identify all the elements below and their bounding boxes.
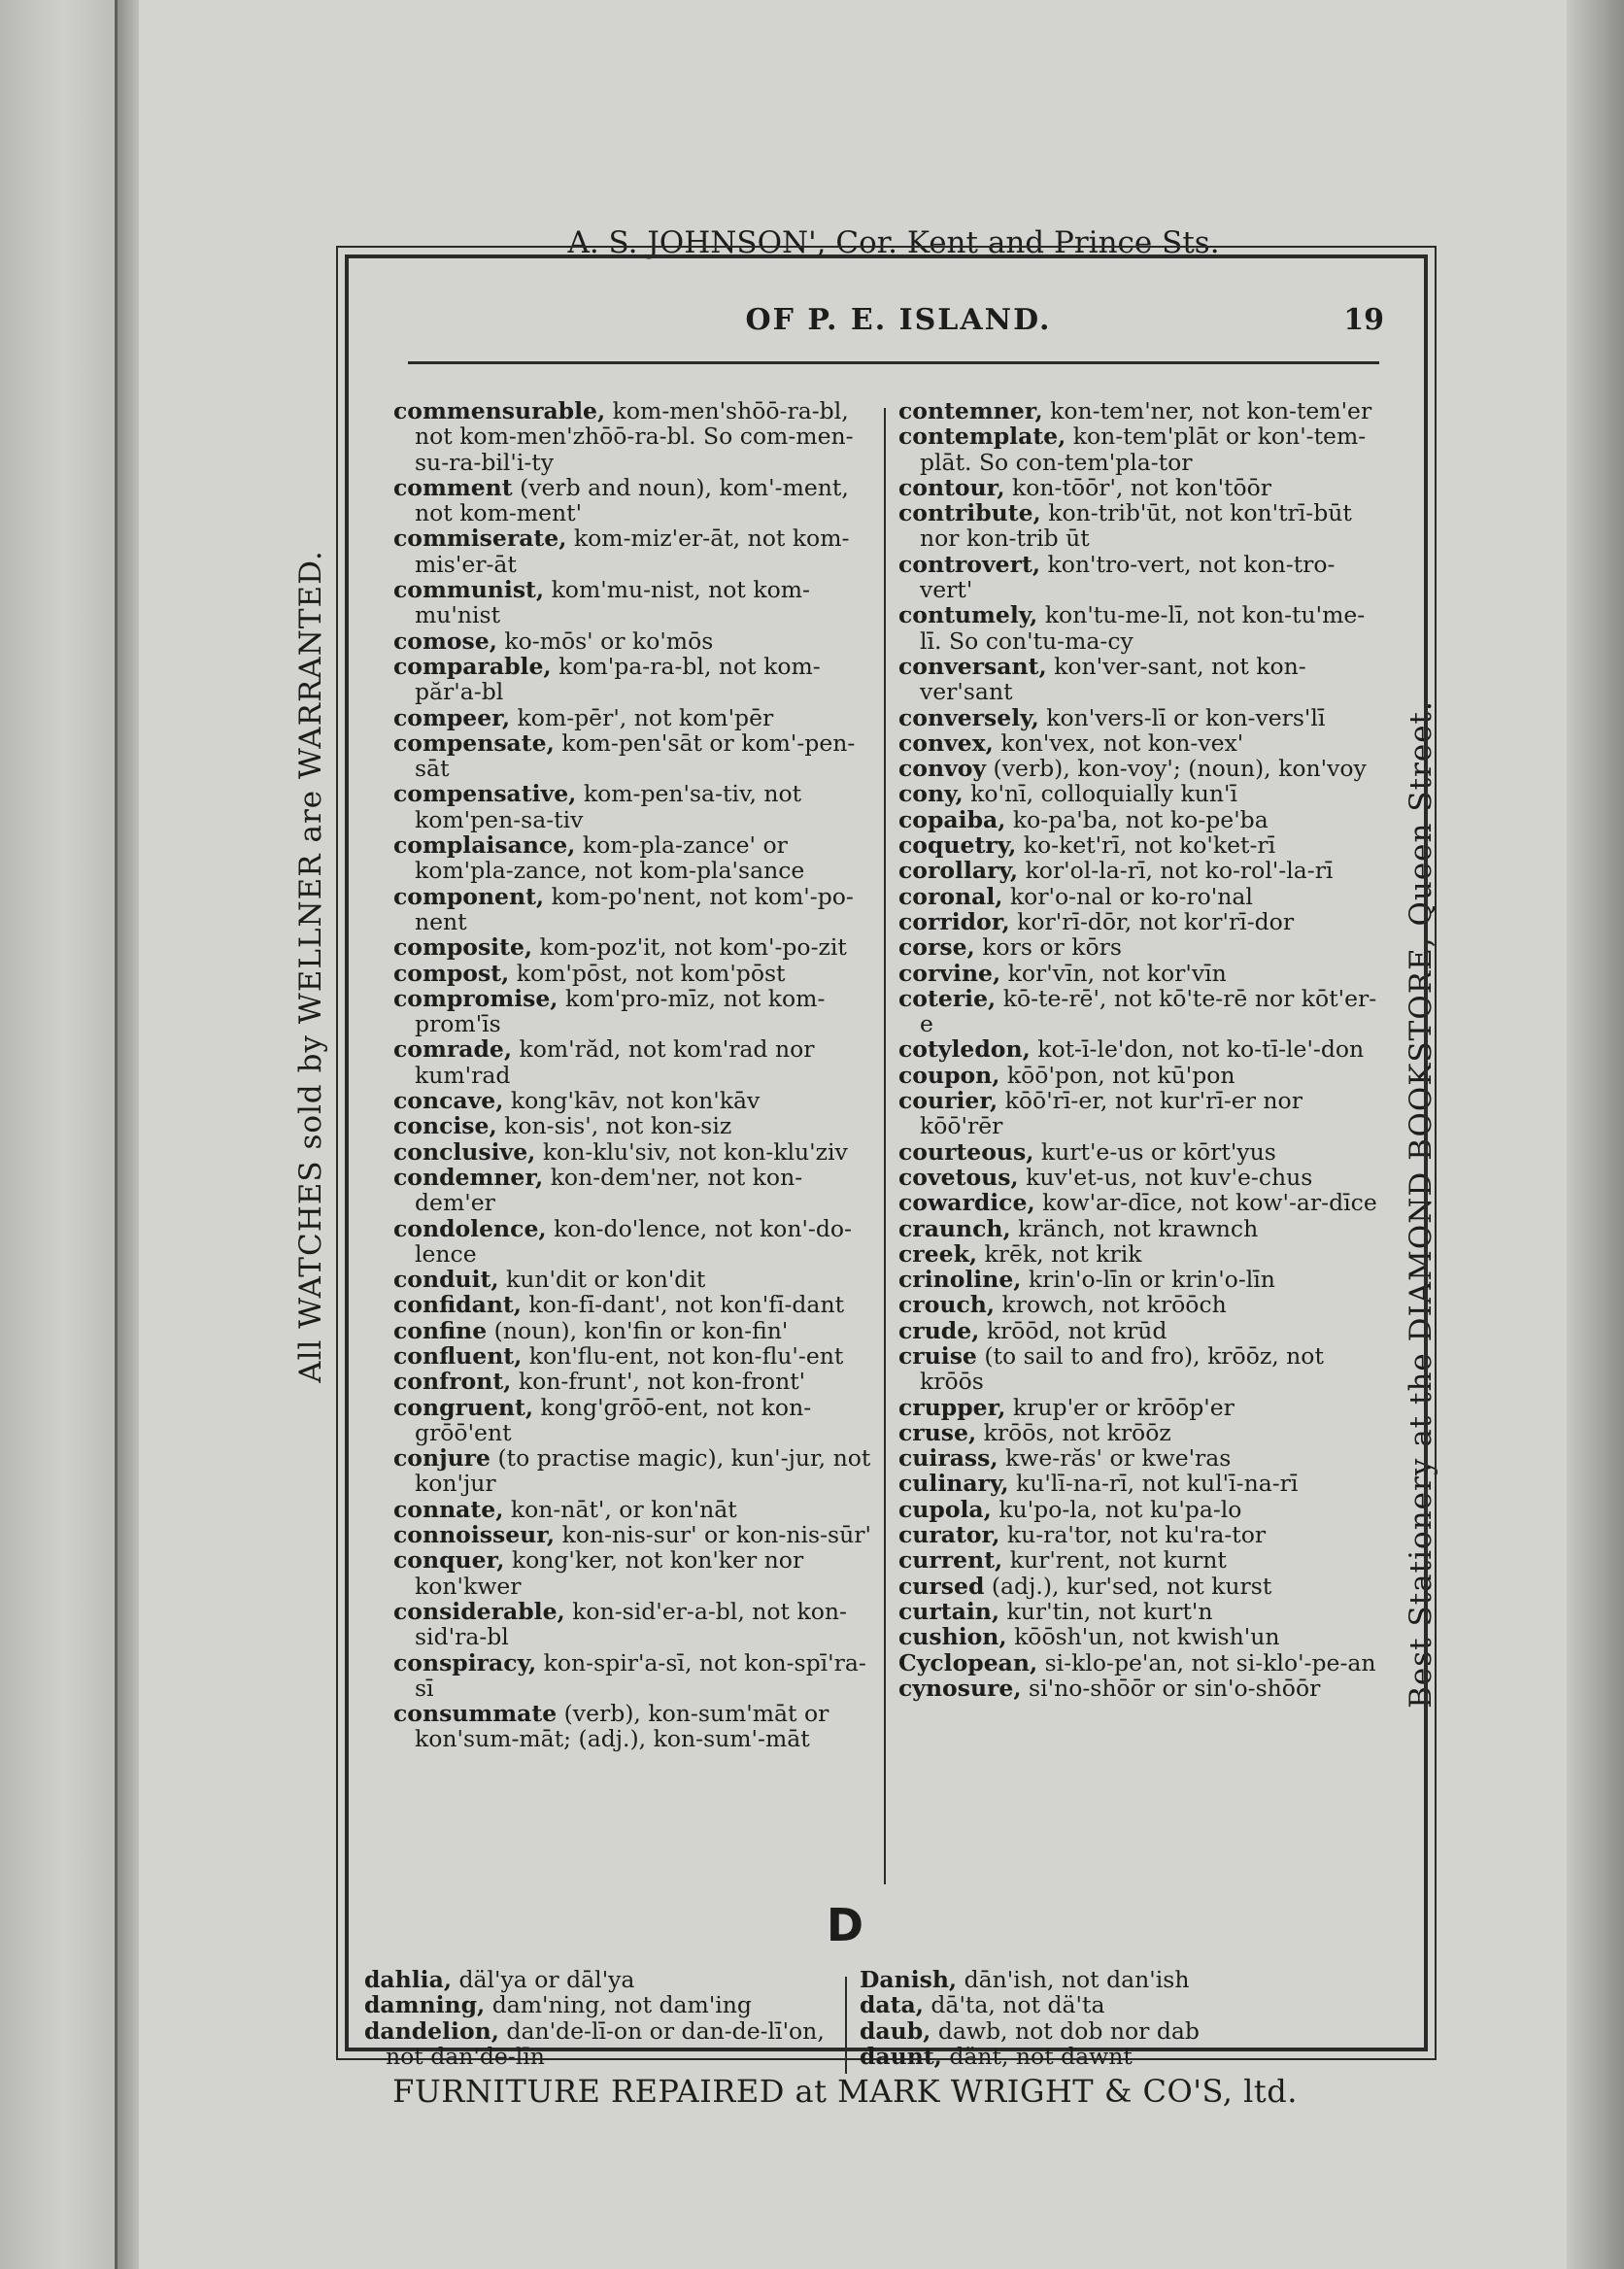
pronunciation: kon-dem'ner, not kon-dem'er xyxy=(415,1163,803,1217)
dictionary-entry xyxy=(393,1343,874,1369)
pronunciation: kom-poz'it, not kom'-po-zit xyxy=(532,933,847,962)
headword: cotyledon, xyxy=(898,1035,1031,1064)
book-gutter xyxy=(118,0,139,2269)
pronunciation: ku'lī-na-rī, not kul'ī-na-rī xyxy=(1008,1470,1299,1498)
section-letter: D xyxy=(826,1899,864,1951)
pronunciation: kon-tem'ner, not kon-tem'er xyxy=(1042,397,1372,424)
pronunciation: dawb, not dob nor dab xyxy=(930,2016,1200,2045)
right-margin-advertisement: Best Stationery at the DIAMOND BOOKSTORE, Queen Street. xyxy=(1404,700,1438,1709)
headword: dahlia, xyxy=(364,1966,453,1993)
pronunciation: kurt'e-us or kōrt'yus xyxy=(1033,1137,1276,1166)
headword: current, xyxy=(898,1546,1003,1575)
headword: cruise xyxy=(898,1341,977,1370)
pronunciation: ko'nī, colloquially kun'ī xyxy=(963,780,1238,808)
headword: compensative, xyxy=(393,780,577,808)
pronunciation: kränch, not krawnch xyxy=(1010,1214,1259,1242)
pronunciation: kong'grōō-ent, not kon-grōō'ent xyxy=(415,1393,812,1446)
headword: cuirass, xyxy=(898,1444,998,1473)
headword: copaiba, xyxy=(898,805,1006,833)
dictionary-entry xyxy=(898,398,1384,423)
headword: component, xyxy=(393,882,545,910)
dictionary-entry xyxy=(393,1369,874,1394)
headword: concave, xyxy=(393,1087,504,1115)
pronunciation: kom-pen'sa-tiv, not kom'pen-sa-tiv xyxy=(415,780,802,833)
page-fore-edge xyxy=(1567,0,1624,2269)
pronunciation: kun'dit or kon'dit xyxy=(498,1266,706,1294)
pronunciation: kor'o-nal or ko-ro'nal xyxy=(1002,882,1253,910)
dictionary-entry xyxy=(898,1547,1384,1573)
headword: concise, xyxy=(393,1112,497,1140)
headword: compromise, xyxy=(393,984,558,1012)
dictionary-entry xyxy=(898,1650,1384,1676)
headword: crupper, xyxy=(898,1393,1006,1421)
headword: confront, xyxy=(393,1368,512,1396)
headword: cony, xyxy=(898,780,964,808)
dictionary-entry xyxy=(898,1139,1384,1165)
headword: conquer, xyxy=(393,1546,505,1575)
pronunciation: kom-pen'sāt or kom'-pen-sāt xyxy=(415,728,856,783)
headword: coronal, xyxy=(898,882,1003,910)
pronunciation: kon'tu-me-lī, not kon-tu'me-lī. So con'tu-ma-cy xyxy=(920,601,1366,655)
headword: daunt, xyxy=(860,2042,942,2070)
headword: courteous, xyxy=(898,1137,1034,1166)
pronunciation: kom'pa-ra-bl, not kom-păr'a-bl xyxy=(415,652,821,706)
headword: damning, xyxy=(364,1991,486,2019)
pronunciation: ko-ket'rī, not ko'ket-rī xyxy=(1016,831,1276,860)
dictionary-entry xyxy=(898,986,1384,1037)
header-rule xyxy=(408,361,1379,364)
pronunciation: kon-fī-dant', not kon'fī-dant xyxy=(521,1291,845,1319)
dictionary-entry xyxy=(393,1216,874,1268)
headword: crouch, xyxy=(898,1291,996,1319)
dictionary-entry xyxy=(898,832,1384,858)
dictionary-entry xyxy=(898,1395,1384,1420)
d-column-divider xyxy=(845,1977,847,2074)
pronunciation: kon-klu'siv, not kon-klu'ziv xyxy=(535,1137,848,1166)
pronunciation: kom-miz'er-āt, not kom-mis'er-āt xyxy=(415,525,850,578)
headword: curator, xyxy=(898,1521,1000,1549)
pronunciation: (verb and noun), kom'-ment, not kom-ment' xyxy=(415,473,849,527)
headword: compeer, xyxy=(393,703,511,731)
facing-page-edge xyxy=(0,0,118,2269)
dictionary-entry xyxy=(898,500,1384,552)
dictionary-entry xyxy=(898,1318,1384,1343)
dictionary-entry xyxy=(898,1420,1384,1445)
pronunciation: däl'ya or dāl'ya xyxy=(452,1966,635,1993)
dictionary-entry xyxy=(393,884,874,935)
headword: corollary, xyxy=(898,857,1019,885)
dictionary-entry xyxy=(860,1967,1345,1992)
dictionary-entry xyxy=(393,1036,874,1088)
headword: conduit, xyxy=(393,1266,499,1294)
headword: comrade, xyxy=(393,1035,513,1064)
headword: contour, xyxy=(898,473,1005,501)
dictionary-entry xyxy=(393,781,874,832)
dictionary-entry xyxy=(860,1992,1345,2017)
pronunciation: kom-pla-zance' or kom'pla-zance, not kom-pla'sance xyxy=(415,831,805,885)
dictionary-entry xyxy=(898,475,1384,500)
dictionary-entry xyxy=(898,654,1384,705)
headword: communist, xyxy=(393,576,545,604)
headword: corse, xyxy=(898,933,975,962)
pronunciation: kon'ver-sant, not kon-ver'sant xyxy=(920,652,1306,706)
dictionary-entry xyxy=(898,1216,1384,1241)
dictionary-entry xyxy=(393,832,874,884)
headword: connate, xyxy=(393,1495,504,1523)
headword: conversant, xyxy=(898,652,1047,680)
dictionary-entry xyxy=(898,1522,1384,1547)
pronunciation: kor'vīn, not kor'vīn xyxy=(1000,959,1227,987)
pronunciation: kō-te-rē', not kō'te-rē nor kōt'er-e xyxy=(920,984,1377,1038)
dictionary-entry xyxy=(393,934,874,960)
dictionary-entry xyxy=(393,475,874,526)
dictionary-entry xyxy=(898,1165,1384,1190)
pronunciation: dān'ish, not dan'ish xyxy=(957,1966,1190,1993)
pronunciation: si'no-shōōr or sin'o-shōōr xyxy=(1021,1674,1321,1702)
pronunciation: krōōd, not krūd xyxy=(979,1316,1167,1344)
dictionary-entry xyxy=(898,858,1384,883)
headword: comment xyxy=(393,473,513,501)
headword: covetous, xyxy=(898,1163,1019,1191)
pronunciation: kon-tōōr', not kon'tōōr xyxy=(1004,473,1272,501)
dictionary-entry xyxy=(898,1292,1384,1317)
headword: complaisance, xyxy=(393,831,576,860)
headword: contumely, xyxy=(898,601,1038,629)
pronunciation: kom'răd, not kom'rad nor kum'rad xyxy=(415,1035,815,1089)
pronunciation: ku'po-la, not ku'pa-lo xyxy=(991,1495,1242,1523)
pronunciation: kwe-răs' or kwe'ras xyxy=(998,1444,1232,1473)
dictionary-entry xyxy=(393,654,874,705)
headword: Danish, xyxy=(860,1966,958,1993)
dictionary-entry xyxy=(393,1650,874,1702)
headword: commensurable, xyxy=(393,397,606,424)
pronunciation: kong'kāv, not kon'kāv xyxy=(503,1087,761,1115)
pronunciation: krin'o-līn or krin'o-līn xyxy=(1021,1266,1275,1294)
dictionary-entry xyxy=(393,1497,874,1522)
dictionary-entry xyxy=(898,1088,1384,1139)
pronunciation: kom'pōst, not kom'pōst xyxy=(509,959,786,987)
header-advertisement: A. S. JOHNSON', Cor. Kent and Prince Sts. xyxy=(567,225,1220,260)
running-head xyxy=(413,303,1384,348)
headword: crude, xyxy=(898,1316,980,1344)
pronunciation: (verb), kon-sum'māt or kon'sum-māt; (adj.), kon-sum'-māt xyxy=(415,1700,829,1753)
dictionary-entry xyxy=(393,1318,874,1343)
pronunciation: (to sail to and fro), krōōz, not krōōs xyxy=(920,1341,1324,1396)
headword: conspiracy, xyxy=(393,1648,537,1676)
headword: comparable, xyxy=(393,652,552,680)
headword: coterie, xyxy=(898,984,997,1012)
headword: coupon, xyxy=(898,1061,1000,1089)
headword: corvine, xyxy=(898,959,1001,987)
headword: connoisseur, xyxy=(393,1521,556,1549)
pronunciation: kur'tin, not kurt'n xyxy=(999,1597,1213,1625)
headword: data, xyxy=(860,1991,924,2019)
headword: compost, xyxy=(393,959,510,987)
d-right-column xyxy=(860,1967,1345,2069)
headword: contemplate, xyxy=(898,423,1066,451)
dictionary-entry xyxy=(898,756,1384,781)
dictionary-entry xyxy=(898,1343,1384,1395)
dictionary-entry xyxy=(393,1088,874,1113)
pronunciation: kon-sis', not kon-siz xyxy=(496,1112,732,1140)
headword: creek, xyxy=(898,1239,978,1268)
dictionary-entry xyxy=(393,1113,874,1138)
dictionary-entry xyxy=(898,602,1384,654)
pronunciation: kors or kōrs xyxy=(974,933,1122,962)
pronunciation: (noun), kon'fin or kon-fin' xyxy=(487,1316,789,1344)
pronunciation: dā'ta, not dä'ta xyxy=(923,1991,1105,2019)
headword: composite, xyxy=(393,933,533,962)
pronunciation: kon-sid'er-a-bl, not kon-sid'ra-bl xyxy=(415,1597,847,1651)
pronunciation: kon'vers-lī or kon-vers'lī xyxy=(1038,703,1326,731)
headword: crinoline, xyxy=(898,1266,1022,1294)
dictionary-entry xyxy=(393,1599,874,1650)
pronunciation: kuv'et-us, not kuv'e-chus xyxy=(1018,1163,1313,1191)
dictionary-entry xyxy=(393,986,874,1037)
dictionary-entry xyxy=(393,1395,874,1446)
dictionary-entry xyxy=(898,1241,1384,1267)
dictionary-entry xyxy=(393,1139,874,1165)
right-column xyxy=(898,398,1384,1701)
pronunciation: ku-ra'tor, not ku'ra-tor xyxy=(999,1521,1267,1549)
pronunciation: (to practise magic), kun'-jur, not kon'jur xyxy=(415,1444,871,1498)
pronunciation: (verb), kon-voy'; (noun), kon'voy xyxy=(986,755,1367,783)
headword: culinary, xyxy=(898,1470,1009,1498)
dictionary-entry xyxy=(898,884,1384,909)
dictionary-entry xyxy=(393,628,874,654)
dictionary-entry xyxy=(898,1267,1384,1292)
dictionary-entry xyxy=(393,577,874,628)
headword: considerable, xyxy=(393,1597,565,1625)
headword: contemner, xyxy=(898,397,1043,424)
headword: cowardice, xyxy=(898,1189,1035,1217)
dictionary-entry xyxy=(898,934,1384,960)
dictionary-entry xyxy=(898,705,1384,730)
pronunciation: dam'ning, not dam'ing xyxy=(485,1991,752,2019)
dictionary-entry xyxy=(393,705,874,730)
pronunciation: kom-pēr', not kom'pēr xyxy=(510,703,774,731)
pronunciation: kon-frunt', not kon-front' xyxy=(511,1368,806,1396)
headword: cursed xyxy=(898,1572,985,1600)
headword: cruse, xyxy=(898,1418,977,1446)
pronunciation: (adj.), kur'sed, not kurst xyxy=(984,1572,1272,1600)
dictionary-entry xyxy=(898,781,1384,806)
dictionary-entry xyxy=(364,2018,840,2070)
footer-advertisement: FURNITURE REPAIRED at MARK WRIGHT & CO'S, ltd. xyxy=(392,2073,1298,2110)
running-title: OF P. E. ISLAND. xyxy=(745,303,1052,337)
pronunciation: kon'flu-ent, not kon-flu'-ent xyxy=(522,1341,844,1370)
headword: curtain, xyxy=(898,1597,1000,1625)
pronunciation: kom'pro-mīz, not kom-prom'īs xyxy=(415,984,826,1038)
dictionary-entry xyxy=(898,1471,1384,1496)
headword: dandelion, xyxy=(364,2016,499,2045)
headword: commiserate, xyxy=(393,525,567,553)
d-left-column xyxy=(364,1967,840,2069)
pronunciation: kur'rent, not kurnt xyxy=(1002,1546,1227,1575)
pronunciation: ko-mōs' or ko'mōs xyxy=(496,627,714,655)
dictionary-entry xyxy=(393,1292,874,1317)
pronunciation: kon-tem'plāt or kon'-tem-plāt. So con-tem'pla-tor xyxy=(920,423,1367,476)
dictionary-entry xyxy=(393,1701,874,1752)
dictionary-entry xyxy=(898,1063,1384,1088)
pronunciation: kōō'rī-er, not kur'rī-er nor kōō'rēr xyxy=(920,1087,1303,1140)
dictionary-entry xyxy=(393,730,874,782)
headword: conjure xyxy=(393,1444,491,1473)
headword: confine xyxy=(393,1316,488,1344)
dictionary-entry xyxy=(898,1445,1384,1471)
pronunciation: kon-nis-sur' or kon-nis-sūr' xyxy=(555,1521,871,1549)
headword: convex, xyxy=(898,728,994,757)
headword: conclusive, xyxy=(393,1137,536,1166)
headword: Cyclopean, xyxy=(898,1648,1038,1676)
pronunciation: dänt, not dawnt xyxy=(941,2042,1133,2070)
dictionary-entry xyxy=(393,1522,874,1547)
pronunciation: kōōsh'un, not kwish'un xyxy=(1006,1623,1280,1651)
pronunciation: kon-trib'ūt, not kon'trī-būt nor kon-trib ūt xyxy=(920,499,1352,553)
pronunciation: kong'ker, not kon'ker nor kon'kwer xyxy=(415,1546,804,1600)
dictionary-entry xyxy=(898,1676,1384,1701)
pronunciation: kor'ol-la-rī, not ko-rol'-la-rī xyxy=(1018,857,1334,885)
headword: cynosure, xyxy=(898,1674,1022,1702)
pronunciation: kon'tro-vert, not kon-tro-vert' xyxy=(920,550,1336,604)
pronunciation: kōō'pon, not kū'pon xyxy=(999,1061,1235,1089)
dictionary-entry xyxy=(898,730,1384,756)
dictionary-entry xyxy=(364,1967,840,1992)
pronunciation: kon-do'lence, not kon'-do-lence xyxy=(415,1214,852,1268)
headword: coquetry, xyxy=(898,831,1017,860)
pronunciation: ko-pa'ba, not ko-pe'ba xyxy=(1005,805,1269,833)
pronunciation: krowch, not krōōch xyxy=(995,1291,1227,1319)
headword: cushion, xyxy=(898,1623,1007,1651)
pronunciation: krup'er or krōōp'er xyxy=(1005,1393,1235,1421)
dictionary-entry xyxy=(898,1599,1384,1624)
dictionary-entry xyxy=(393,1267,874,1292)
dictionary-entry xyxy=(393,398,874,475)
page-number: 19 xyxy=(1343,303,1384,337)
dictionary-entry xyxy=(393,961,874,986)
left-margin-advertisement: All WATCHES sold by WELLNER are WARRANTED. xyxy=(293,550,328,1383)
dictionary-entry xyxy=(898,1036,1384,1062)
pronunciation: dan'de-lī-on or dan-de-lī'on, not dan'de-līn xyxy=(386,2016,825,2070)
headword: condemner, xyxy=(393,1163,544,1191)
pronunciation: si-klo-pe'an, not si-klo'-pe-an xyxy=(1037,1648,1376,1676)
dictionary-entry xyxy=(393,525,874,577)
headword: convoy xyxy=(898,755,987,783)
pronunciation: kom'mu-nist, not kom-mu'nist xyxy=(415,576,810,629)
dictionary-entry xyxy=(898,961,1384,986)
dictionary-entry xyxy=(393,1445,874,1497)
headword: conversely, xyxy=(898,703,1039,731)
dictionary-entry xyxy=(860,2044,1345,2069)
dictionary-entry xyxy=(898,1624,1384,1649)
dictionary-entry xyxy=(898,807,1384,832)
headword: consummate xyxy=(393,1700,558,1728)
pronunciation: kon'vex, not kon-vex' xyxy=(993,728,1244,757)
dictionary-entry xyxy=(898,1574,1384,1599)
pronunciation: krōōs, not krōōz xyxy=(976,1418,1171,1446)
pronunciation: kow'ar-dīce, not kow'-ar-dīce xyxy=(1034,1189,1377,1217)
headword: congruent, xyxy=(393,1393,534,1421)
dictionary-entry xyxy=(393,1547,874,1599)
dictionary-entry xyxy=(898,1497,1384,1522)
dictionary-entry xyxy=(364,1992,840,2017)
headword: confidant, xyxy=(393,1291,522,1319)
headword: contribute, xyxy=(898,499,1041,527)
pronunciation: kot-ī-le'don, not ko-tī-le'-don xyxy=(1030,1035,1365,1064)
pronunciation: krēk, not krik xyxy=(977,1239,1142,1268)
column-divider xyxy=(884,408,886,1884)
dictionary-entry xyxy=(898,552,1384,603)
dictionary-entry xyxy=(898,1190,1384,1215)
headword: corridor, xyxy=(898,907,1010,935)
pronunciation: kor'rī-dōr, not kor'rī-dor xyxy=(1009,907,1295,935)
headword: courier, xyxy=(898,1087,998,1115)
headword: compensate, xyxy=(393,728,555,757)
headword: confluent, xyxy=(393,1341,523,1370)
headword: controvert, xyxy=(898,550,1041,578)
dictionary-entry xyxy=(898,909,1384,934)
dictionary-entry xyxy=(393,1165,874,1216)
dictionary-entry xyxy=(898,423,1384,475)
dictionary-entry xyxy=(860,2018,1345,2044)
headword: comose, xyxy=(393,627,497,655)
headword: cupola, xyxy=(898,1495,992,1523)
pronunciation: kon-nāt', or kon'nāt xyxy=(503,1495,737,1523)
pronunciation: kom-po'nent, not kom'-po-nent xyxy=(415,882,854,935)
pronunciation: kon-spir'a-sī, not kon-spī'ra-sī xyxy=(415,1648,866,1702)
headword: craunch, xyxy=(898,1214,1011,1242)
headword: daub, xyxy=(860,2016,931,2045)
headword: condolence, xyxy=(393,1214,547,1242)
pronunciation: kom-men'shōō-ra-bl, not kom-men'zhōō-ra-bl. So com-men-su-ra-bil'i-ty xyxy=(415,397,854,476)
left-column xyxy=(393,398,874,1752)
